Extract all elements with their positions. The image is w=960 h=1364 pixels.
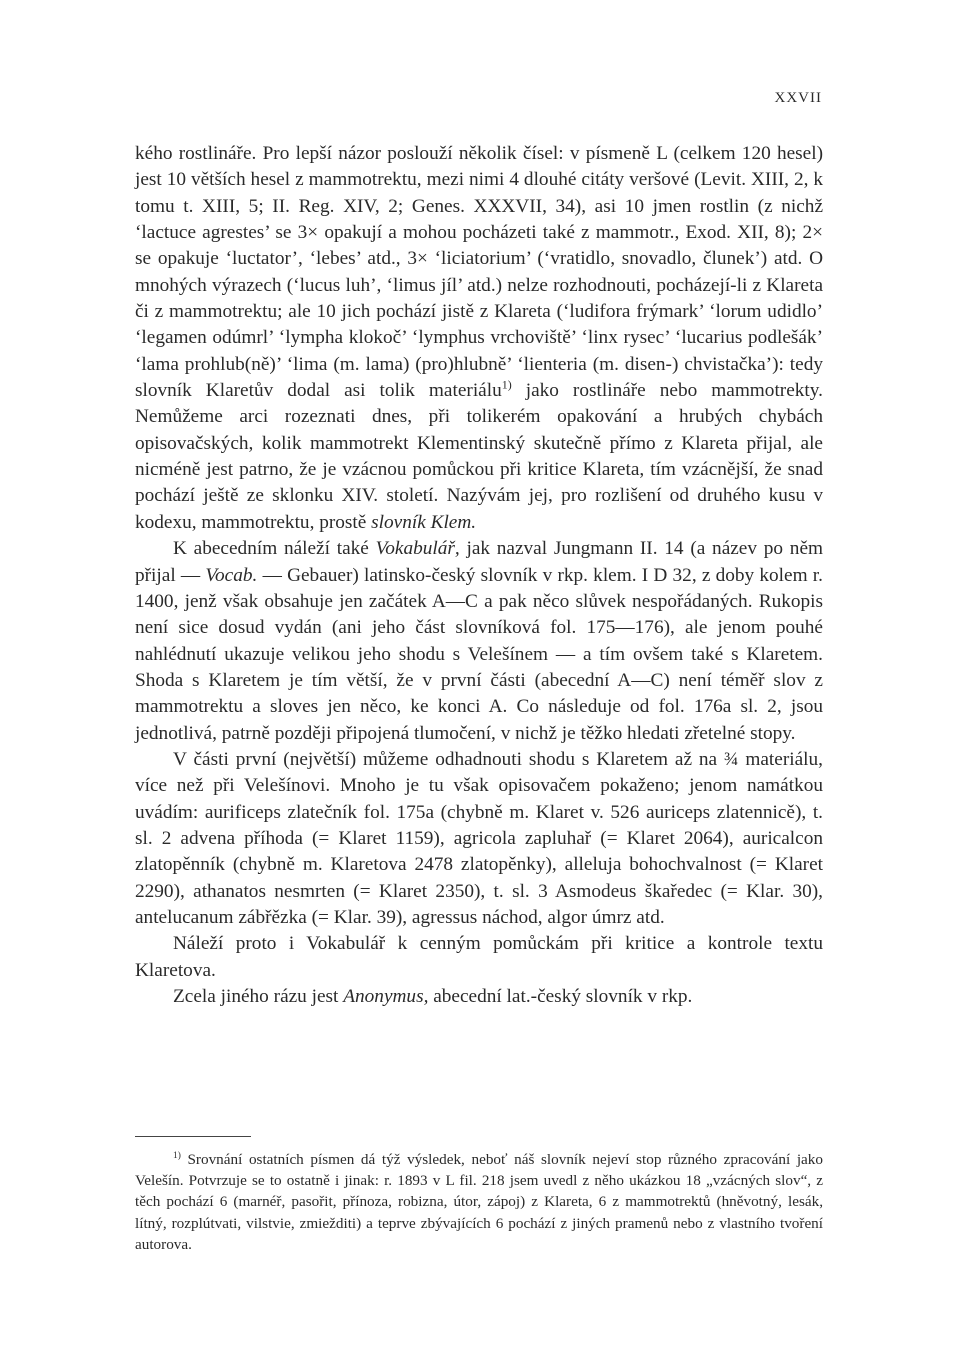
paragraph-1-italic: slovník Klem. bbox=[371, 511, 477, 533]
paragraph-1 bbox=[135, 141, 823, 536]
paragraph-3-text: V části první (největší) můžeme odhadnouti shodu s Klaretem až na ¾ materiálu, více než při Velešínovi. Mnoho je tu však opisovačem pokaženo; jenom namátkou uvádím: aurificeps zlatečník fol. 175a (chybně m. Klaret v. 526 auriceps zlatennicě), t. sl. 2 advena příhoda (= Klaret 1159), agricola zapluhař (= Klaret 2064), auricalcon zlatopěnník (chybně m. Klaretova 2478 zlatopěnky), alleluja bohochvalnost (= Klaret 2290), athanatos nesmrten (= Klaret 2350), t. sl. 3 Asmodeus škaředec (= Klar. 30), antelucanum zábřězka (= Klar. 39), agressus náchod, algor úmrz atd. bbox=[135, 748, 823, 928]
footnote bbox=[135, 1149, 823, 1255]
paragraph-1-text-cont: jako rostlináře nebo mammotrekty. Nemůžeme arci rozeznati dnes, při tolikerém opakování a hrubých chybách opisovačských, kolik mammotrekt Klementinský skutečně přímo z Klareta přijal, ale nicméně jest patrno, že je vzácnou pomůckou při kritice Klareta, tím vzácnější, že snad pochází ještě ze sklonku XIV. století. Nazývám jej, pro rozlišení od druhého kusu v kodexu, mammotrektu, prostě bbox=[135, 380, 823, 533]
paragraph-2 bbox=[135, 536, 823, 747]
main-text bbox=[135, 141, 823, 1010]
paragraph-2-text-cont: jak nazval Jungmann II. 14 (a název po něm přijal — bbox=[135, 538, 823, 586]
paragraph-5-italic: Anonymus, bbox=[343, 986, 429, 1007]
page-number: XXVII bbox=[774, 90, 822, 106]
paragraph-2-text-end: — Gebauer) latinsko-český slovník v rkp. klem. I D 32, z doby kolem r. 1400, jenž však obsahuje jen začátek A—C a pak něco slůvek nespořádaných. Rukopis není sice dosud vydán (ani jeho část slovníková fol. 175—176), ale jenom pouhé nahlédnutí ukazuje velikou jeho shodu s Velešínem — a tím ovšem také s Klaretem. Shoda s Klaretem je tím větší, že v první části (abecední A—C) není téměř slov z mammotrektu a sloves jen něco, ke konci A. Co následuje od fol. 176a sl. 2, jsou jednotlivá, patrně později připojená tlumočení, v nichž je těžko hledati zřetelné stopy. bbox=[135, 564, 823, 744]
paragraph-5-text-cont: abecední lat.-český slovník v rkp. bbox=[428, 986, 693, 1007]
footnote-marker: 1) bbox=[173, 1150, 181, 1161]
footnote-text: Srovnání ostatních písmen dá týž výsledek, neboť náš slovník nejeví stop různého zpracování jako Velešín. Potvrzuje se to ostatně i jinak: r. 1893 v L fil. 218 jsem uvedl z něho ukázkou 18 „vzácných slov“, z těch pochází 6 (marnéř, pasořit, přínoza, robizna, útor, zápoj) z Klareta, 6 z mammotrektů (hněvotný, lesák, lítný, rozplútvati, vilstvie, zmiežditi) a teprve zbývajících 6 pochází z jiných pramenů nebo z vlastního tvoření autorova. bbox=[135, 1151, 823, 1253]
paragraph-1-text: kého rostlináře. Pro lepší názor poslouží několik čísel: v písmeně L (celkem 120 hesel) jest 10 větších hesel z mammotrektu, mezi nimi 4 dlouhé citáty veršové (Levit. XIII, 2, k tomu t. XIII, 5; II. Reg. XIV, 2; Genes. XXXVII, 34), asi 10 jmen rostlin (z nichž ‘lactuce agrestes’ se 3× opakují a mohou pocházeti také z mammotr., Exod. XII, 8); 2× se opakuje ‘luctator’, ‘lebes’ atd., 3× ‘liciatorium’ (‘vratidlo, snovadlo, člunek’) atd. O mnohých výrazech (‘lucus luh’, ‘limus jíl’ atd.) nelze rozhodnouti, pocházejí-li z Klareta či z mammotrektu; ale 10 jich pochází jistě z Klareta (‘ludifora frýmark’ ‘lorum udidlo’ ‘legamen odúmrl’ ‘lympha klokoč’ ‘lymphus vrchoviště’ ‘linx rysec’ ‘lucarius podlešák’ ‘lama prohlub(ně)’ ‘lima (m. lama) (pro)hlubně’ ‘lienteria (m. disen-) chvistačka’): tedy slovník Klaretův dodal asi tolik materiálu bbox=[135, 143, 823, 402]
paragraph-5 bbox=[135, 984, 823, 1010]
footnote-divider bbox=[135, 1136, 251, 1137]
footnote-reference: 1) bbox=[501, 377, 512, 392]
paragraph-2-italic-title: Vokabulář, bbox=[375, 538, 460, 560]
paragraph-4-text: Náleží proto i Vokabulář k cenným pomůckám při kritice a kontrole textu Klaretova. bbox=[135, 933, 823, 981]
paragraph-3 bbox=[135, 747, 823, 931]
paragraph-2-text: K abecedním náleží také bbox=[173, 538, 376, 560]
paragraph-2-italic-abbrev: Vocab. bbox=[205, 564, 258, 586]
paragraph-5-text: Zcela jiného rázu jest bbox=[173, 986, 344, 1007]
paragraph-4 bbox=[135, 931, 823, 984]
